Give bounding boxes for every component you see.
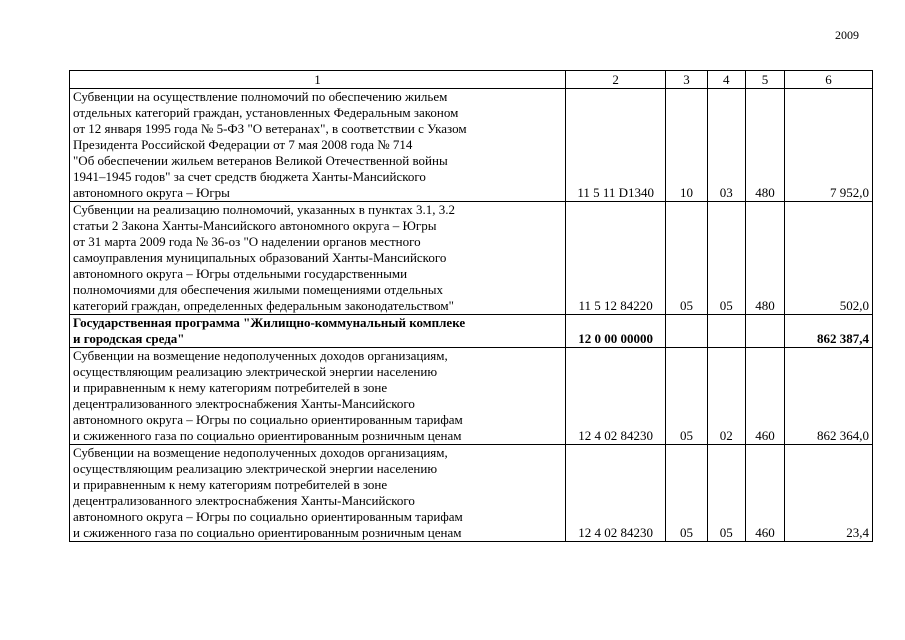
row-name: Государственная программа "Жилищно-коммунальный комплеке и городская среда" <box>70 315 566 348</box>
row-expense-type: 460 <box>745 348 784 445</box>
table-row-program <box>70 315 873 348</box>
row-subsection: 05 <box>707 202 745 315</box>
row-amount: 7 952,0 <box>785 89 873 202</box>
row-subsection <box>707 315 745 348</box>
row-code: 12 0 00 00000 <box>566 315 666 348</box>
row-expense-type <box>745 315 784 348</box>
row-name: Субвенции на осуществление полномочий по обеспечению жильем отдельных категорий граждан, установленных Федеральным законом от 12 января 1995 года № 5-ФЗ "О ветеранах", в соответствии с Указом Президента Российской Федерации от 7 мая 2008 года № 714 "Об обеспечении жильем ветеранов Великой Отечественной войны 1941–1945 годов" за счет средств бюджета Ханты-Мансийского автономного округа – Югры <box>70 89 566 202</box>
row-code: 12 4 02 84230 <box>566 445 666 542</box>
row-section: 05 <box>666 348 707 445</box>
header-col-2: 2 <box>566 71 666 89</box>
row-section <box>666 315 707 348</box>
row-subsection: 03 <box>707 89 745 202</box>
row-subsection: 02 <box>707 348 745 445</box>
table-row <box>70 445 873 542</box>
row-expense-type: 460 <box>745 445 784 542</box>
row-amount: 23,4 <box>785 445 873 542</box>
header-col-5: 5 <box>745 71 784 89</box>
header-col-3: 3 <box>666 71 707 89</box>
row-name: Субвенции на возмещение недополученных доходов организациям, осуществляющим реализацию электрической энергии населению и приравненным к нему категориям потребителей в зоне децентрализованного электроснабжения Ханты-Мансийского автономного округа – Югры по социально ориентированным тарифам и сжиженного газа по социально ориентированным розничным ценам <box>70 445 566 542</box>
header-col-1: 1 <box>70 71 566 89</box>
page-number: 2009 <box>835 28 859 42</box>
row-name: Субвенции на возмещение недополученных доходов организациям, осуществляющим реализацию электрической энергии населению и приравненным к нему категориям потребителей в зоне децентрализованного электроснабжения Ханты-Мансийского автономного округа – Югры по социально ориентированным тарифам и сжиженного газа по социально ориентированным розничным ценам <box>70 348 566 445</box>
row-name: Субвенции на реализацию полномочий, указанных в пунктах 3.1, 3.2 статьи 2 Закона Ханты-Мансийского автономного округа – Югры от 31 марта 2009 года № 36-оз "О наделении органов местного самоуправления муниципальных образований Ханты-Мансийского автономного округа – Югры отдельными государственными полномочиями для обеспечения жилыми помещениями отдельных категорий граждан, определенных федеральным законодательством" <box>70 202 566 315</box>
row-section: 05 <box>666 202 707 315</box>
row-section: 10 <box>666 89 707 202</box>
table-row <box>70 202 873 315</box>
row-subsection: 05 <box>707 445 745 542</box>
row-code: 12 4 02 84230 <box>566 348 666 445</box>
table-row <box>70 348 873 445</box>
row-amount: 862 364,0 <box>785 348 873 445</box>
row-expense-type: 480 <box>745 89 784 202</box>
header-col-4: 4 <box>707 71 745 89</box>
budget-table <box>69 70 873 542</box>
row-expense-type: 480 <box>745 202 784 315</box>
table-row <box>70 89 873 202</box>
row-code: 11 5 12 84220 <box>566 202 666 315</box>
header-col-6: 6 <box>785 71 873 89</box>
row-section: 05 <box>666 445 707 542</box>
row-amount: 862 387,4 <box>785 315 873 348</box>
row-amount: 502,0 <box>785 202 873 315</box>
row-code: 11 5 11 D1340 <box>566 89 666 202</box>
table-header-row <box>70 71 873 89</box>
